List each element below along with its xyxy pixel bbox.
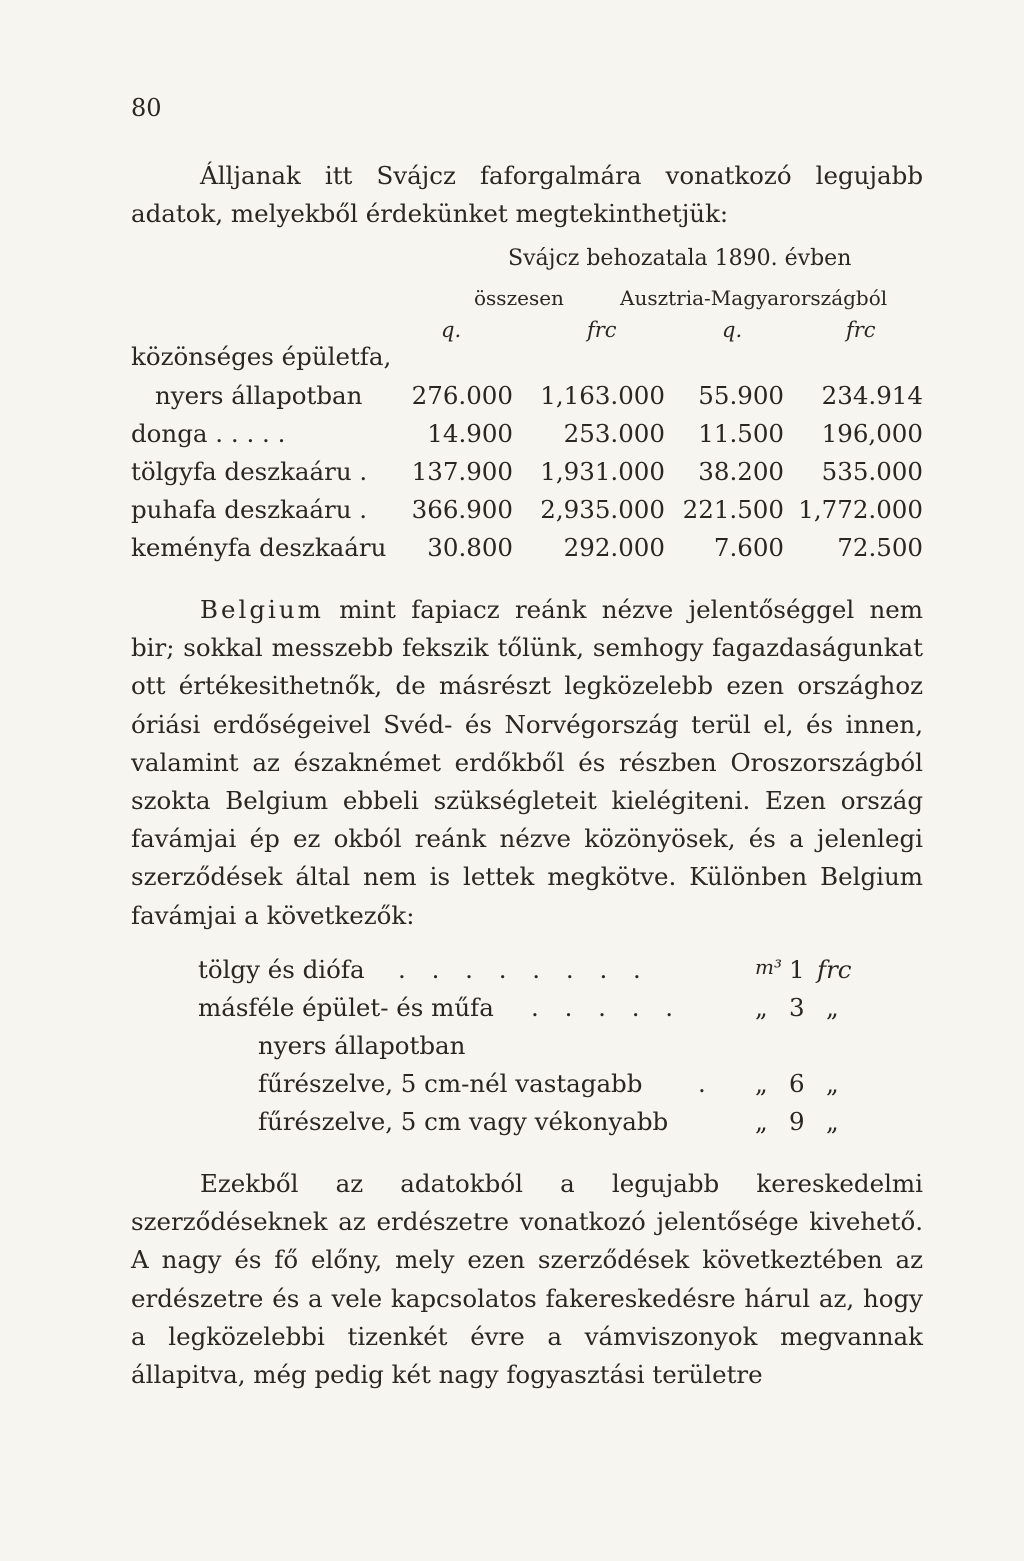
col-group-austria-hungary: Ausztria-Magyarországból (620, 286, 888, 310)
row-label: tölgyfa deszkaáru . (131, 457, 368, 486)
table-row (131, 533, 923, 571)
unit-q-2: q. (722, 318, 743, 342)
intro-paragraph: Álljanak itt Svájcz faforgalmára vonatkozó legujabb adatok, melyekből érdekünket megtekinthetjük: (131, 161, 923, 229)
cell-total-q: 137.900 (411, 457, 513, 486)
row-label: keményfa deszkaáru (131, 533, 387, 562)
duty-row (131, 1069, 923, 1107)
unit-q-1: q. (441, 318, 462, 342)
cell-total-frc: 1,931.000 (540, 457, 665, 486)
table-caption: Svájcz behozatala 1890. évben (508, 246, 852, 271)
ditto-mark: „ (755, 1107, 768, 1136)
duty-unit: m³ (755, 955, 782, 979)
unit-frc-1: frc (587, 318, 617, 342)
ditto-mark: „ (826, 1107, 839, 1136)
table-row (131, 495, 923, 533)
cell-total-frc: 253.000 (563, 419, 665, 448)
cell-ah-q: 55.900 (698, 381, 784, 410)
row-label: nyers állapotban (155, 381, 363, 410)
duty-label: tölgy és diófa (198, 955, 365, 984)
cell-total-frc: 2,935.000 (540, 495, 665, 524)
page-number: 80 (131, 94, 162, 122)
duty-value: 6 (789, 1069, 805, 1098)
duty-label: nyers állapotban (258, 1031, 466, 1060)
cell-total-q: 30.800 (427, 533, 513, 562)
duty-label: fűrészelve, 5 cm vagy vékonyabb (258, 1107, 669, 1136)
cell-ah-q: 221.500 (682, 495, 784, 524)
cell-total-frc: 1,163.000 (540, 381, 665, 410)
cell-ah-frc: 196,000 (821, 419, 923, 448)
leader-dots: . . . . . . . . (398, 955, 650, 984)
duty-row (131, 1031, 923, 1069)
cell-ah-q: 7.600 (713, 533, 784, 562)
duty-currency: frc (817, 955, 852, 984)
duty-value: 9 (789, 1107, 805, 1136)
cell-total-q: 276.000 (411, 381, 513, 410)
duty-value: 3 (789, 993, 805, 1022)
table-row (131, 381, 923, 419)
ditto-mark: „ (826, 993, 839, 1022)
col-group-total: összesen (474, 286, 564, 310)
conclusion-paragraph: Ezekből az adatokból a legujabb kereskedelmi szerződéseknek az erdészetre vonatkozó jelentősége kivehető. A nagy és fő előny, mely ezen szerződések következtében az erdészetre és a vele kapcsolatos fakereskedésre hárul az, hogy a legközelebbi tizenkét évre a vámviszonyok megvannak állapitva, még pedig két nagy fogyasztási területre (131, 1169, 923, 1390)
belgium-lead: Belgium (200, 595, 324, 624)
cell-ah-frc: 535.000 (821, 457, 923, 486)
duty-label: másféle épület- és műfa (198, 993, 494, 1022)
cell-ah-frc: 234.914 (821, 381, 923, 410)
row-label: donga . . . . . (131, 419, 286, 448)
duty-row (131, 955, 923, 993)
cell-total-frc: 292.000 (563, 533, 665, 562)
cell-ah-q: 11.500 (698, 419, 784, 448)
belgium-paragraph (131, 591, 923, 935)
unit-frc-2: frc (846, 318, 876, 342)
duty-value: 1 (789, 955, 805, 984)
cell-total-q: 14.900 (427, 419, 513, 448)
ditto-mark: „ (755, 993, 768, 1022)
row-group-label: közönséges épületfa, (131, 342, 392, 371)
cell-ah-q: 38.200 (698, 457, 784, 486)
duty-row (131, 993, 923, 1031)
belgium-body: mint fapiacz reánk nézve jelentőséggel nem bir; sokkal messzebb fekszik tőlünk, semhogy fagazdaságunkat ott értékesithetnők, de másrészt legközelebb ezen országhoz óriási erdőségeivel Svéd- és Norvégország terül el, és innen, valamint az északnémet erdőkből és részben Oroszországból szokta Belgium ebbeli szükségleteit kielégiteni. Ezen ország favámjai ép ez okból reánk nézve közönyösek, és a jelenlegi szerződések által nem is lettek megkötve. Különben Belgium favámjai a következők: (131, 595, 923, 930)
leader-dots: . . . . . (531, 993, 683, 1022)
cell-total-q: 366.900 (411, 495, 513, 524)
row-label: puhafa deszkaáru . (131, 495, 368, 524)
ditto-mark: „ (755, 1069, 768, 1098)
duty-row (131, 1107, 923, 1145)
table-row (131, 419, 923, 457)
duty-label: fűrészelve, 5 cm-nél vastagabb (258, 1069, 643, 1098)
ditto-mark: „ (826, 1069, 839, 1098)
table-header-row (131, 342, 923, 380)
cell-ah-frc: 1,772.000 (798, 495, 923, 524)
leader-dots: . (698, 1069, 715, 1098)
cell-ah-frc: 72.500 (837, 533, 923, 562)
table-row (131, 457, 923, 495)
